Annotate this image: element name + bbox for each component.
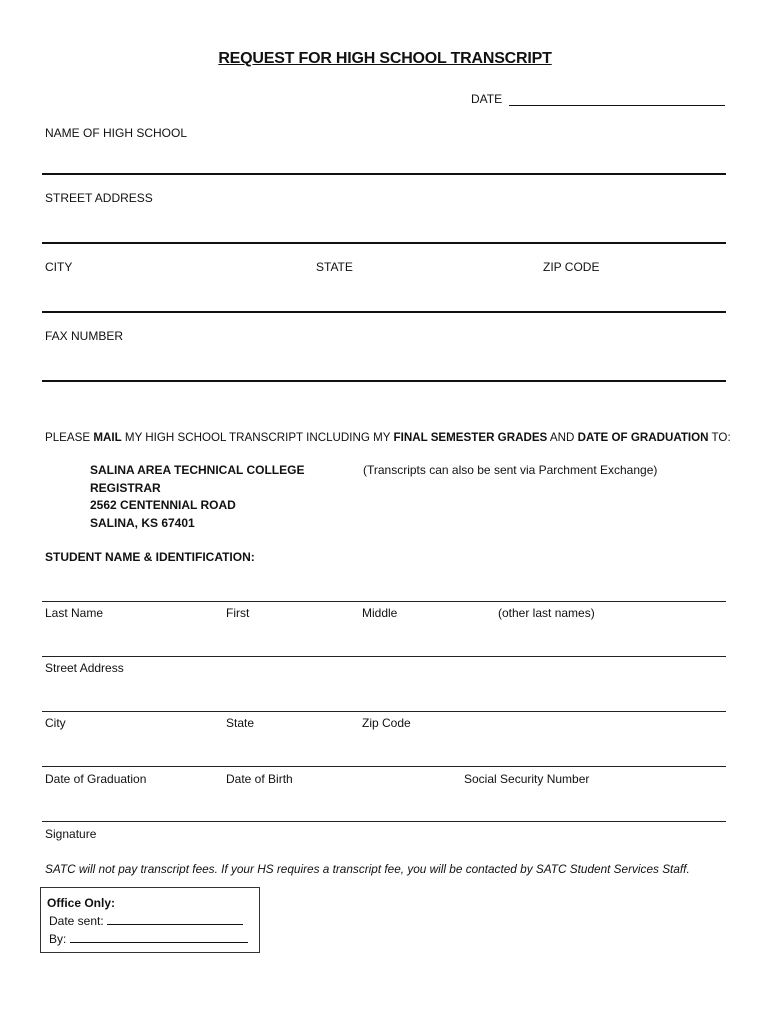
by-label: By: xyxy=(49,932,67,946)
office-only-box xyxy=(40,887,260,953)
college-street: 2562 CENTENNIAL ROAD xyxy=(90,498,236,512)
zip-code-label: ZIP CODE xyxy=(543,260,600,274)
last-name-label: Last Name xyxy=(45,606,104,620)
fax-number-field[interactable] xyxy=(42,380,726,382)
student-city-state-zip-field[interactable] xyxy=(42,711,726,712)
date-sent-label: Date sent: xyxy=(49,914,104,928)
signature-label: Signature xyxy=(45,827,97,841)
date-field[interactable] xyxy=(509,105,725,106)
mail-instruction xyxy=(45,431,731,445)
date-sent-row xyxy=(49,913,243,928)
street-address-field[interactable] xyxy=(42,242,726,244)
fax-number-label: FAX NUMBER xyxy=(45,329,124,343)
student-city-label: City xyxy=(45,716,66,730)
date-sent-field[interactable] xyxy=(107,913,243,925)
middle-name-label: Middle xyxy=(362,606,398,620)
student-street-label: Street Address xyxy=(45,661,124,675)
student-section-heading: STUDENT NAME & IDENTIFICATION: xyxy=(45,550,255,564)
high-school-name-field[interactable] xyxy=(42,173,726,175)
first-name-label: First xyxy=(226,606,250,620)
instruction-grad-date: DATE OF GRADUATION xyxy=(577,431,709,444)
ssn-label: Social Security Number xyxy=(464,772,590,786)
registrar: REGISTRAR xyxy=(90,481,161,495)
state-label: STATE xyxy=(316,260,353,274)
birth-date-label: Date of Birth xyxy=(226,772,293,786)
date-label: DATE xyxy=(471,92,503,106)
student-zip-label: Zip Code xyxy=(362,716,411,730)
instruction-mail: MAIL xyxy=(93,431,122,444)
student-dates-ssn-field[interactable] xyxy=(42,766,726,767)
college-name: SALINA AREA TECHNICAL COLLEGE xyxy=(90,463,305,477)
instruction-final-grades: FINAL SEMESTER GRADES xyxy=(393,431,548,444)
instruction-part1: PLEASE xyxy=(45,431,94,444)
other-last-names-label: (other last names) xyxy=(498,606,595,620)
parchment-note: (Transcripts can also be sent via Parchment Exchange) xyxy=(363,463,658,477)
instruction-part3: AND xyxy=(547,431,578,444)
by-row xyxy=(49,931,248,946)
student-state-label: State xyxy=(226,716,255,730)
by-field[interactable] xyxy=(70,931,248,943)
high-school-name-label: NAME OF HIGH SCHOOL xyxy=(45,126,188,140)
city-state-zip-field[interactable] xyxy=(42,311,726,313)
instruction-part2: MY HIGH SCHOOL TRANSCRIPT INCLUDING MY xyxy=(121,431,394,444)
student-name-field[interactable] xyxy=(42,601,726,602)
college-city-state-zip: SALINA, KS 67401 xyxy=(90,516,195,530)
student-street-field[interactable] xyxy=(42,656,726,657)
signature-field[interactable] xyxy=(42,821,726,822)
street-address-label: STREET ADDRESS xyxy=(45,191,153,205)
office-only-heading: Office Only: xyxy=(47,896,116,910)
fee-notice: SATC will not pay transcript fees. If your HS requires a transcript fee, you will be contacted by SATC Student Services Staff. xyxy=(45,862,690,876)
city-label: CITY xyxy=(45,260,73,274)
graduation-date-label: Date of Graduation xyxy=(45,772,147,786)
instruction-part4: TO: xyxy=(708,431,731,444)
form-title: REQUEST FOR HIGH SCHOOL TRANSCRIPT xyxy=(218,50,552,67)
